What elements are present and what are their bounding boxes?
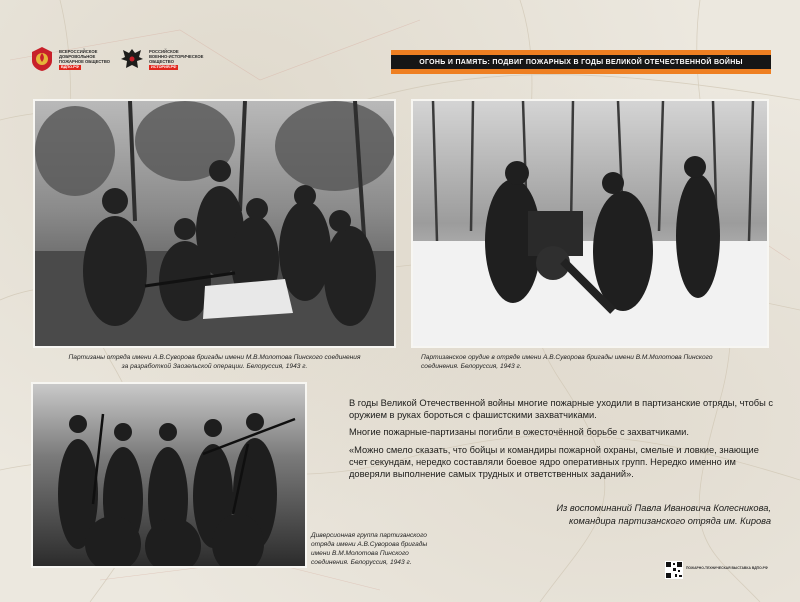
logo2-badge: ИСТОРИЯ.РФ bbox=[151, 64, 177, 69]
quote-source-line2: командира партизанского отряда им. Кирова bbox=[568, 516, 771, 526]
photo1-caption-line2: за разработкой Заозельской операции. Белоруссия, 1943 г. bbox=[121, 363, 308, 370]
logo1-line1: ВСЕРОССИЙСКОЕ bbox=[59, 48, 98, 54]
paragraph-fallen: Многие пожарные-партизаны погибли в ожесточённой борьбе с захватчиками. bbox=[349, 427, 689, 438]
photo-sabotage-group bbox=[31, 382, 307, 568]
photo3-caption-line3: имени В.М.Молотова Пинского bbox=[311, 550, 409, 557]
double-headed-eagle-icon bbox=[120, 46, 144, 72]
photo3-caption-line4: соединения. Белоруссия, 1943 г. bbox=[311, 559, 412, 566]
logo2-line1: РОССИЙСКОЕ bbox=[149, 48, 179, 54]
footer-label: ПОЖАРНО-ТЕХНИЧЕСКАЯ ВЫСТАВКА ВДПО.РФ bbox=[686, 566, 768, 570]
photo3-caption-line1: Диверсионная группа партизанского bbox=[311, 532, 427, 539]
photo-partisans-map bbox=[33, 99, 396, 348]
photo2-caption-line1: Партизанское орудие в отряде имени А.В.Суворова бригады имени В.М.Молотова Пинского bbox=[421, 354, 713, 361]
vdpo-logo bbox=[30, 46, 121, 72]
photo1-caption-line1: Партизаны отряда имени А.В.Суворова бригады имени М.В.Молотова Пинского соединения bbox=[68, 354, 361, 361]
photo3-caption bbox=[311, 531, 461, 567]
rvio-logo bbox=[120, 46, 211, 72]
photo2-caption bbox=[411, 353, 769, 371]
photo-partisan-gun bbox=[411, 99, 769, 348]
fire-society-emblem-icon bbox=[30, 46, 54, 72]
logo1-line3: ПОЖАРНОЕ ОБЩЕСТВО bbox=[59, 58, 111, 64]
photo3-caption-line2: отряда имени А.В.Суворова бригады bbox=[311, 541, 428, 548]
main-text bbox=[349, 397, 774, 485]
paragraph-partisans: В годы Великой Отечественной войны многие пожарные уходили в партизанские отряды, чтобы с оружием в руках бороться с фашистскими захватчиками. bbox=[349, 398, 774, 421]
title-bar bbox=[391, 50, 771, 74]
paragraph-quote: «Можно смело сказать, что бойцы и командиры пожарной охраны, смелые и ловкие, знающие счет секундам, нередко составляли боевое ядро оперативных групп. Нередко именно им доверяли выполнение самых трудных и ответственных заданий». bbox=[349, 444, 759, 480]
logo1-badge: ВДПО.РФ bbox=[61, 64, 79, 69]
quote-source bbox=[480, 502, 771, 528]
logo2-line3: ОБЩЕСТВО bbox=[149, 58, 174, 64]
quote-source-line1: Из воспоминаний Павла Ивановича Колесникова, bbox=[556, 503, 771, 513]
page-title: ОГОНЬ И ПАМЯТЬ: ПОДВИГ ПОЖАРНЫХ В ГОДЫ ВЕЛИКОЙ ОТЕЧЕСТВЕННОЙ ВОЙНЫ bbox=[391, 55, 771, 69]
qr-code-icon[interactable] bbox=[665, 561, 683, 579]
photo2-caption-line2: соединения. Белоруссия, 1943 г. bbox=[421, 363, 522, 370]
logo1-line2: ДОБРОВОЛЬНОЕ bbox=[59, 53, 96, 59]
photo1-caption bbox=[33, 353, 396, 371]
logo2-line2: ВОЕННО-ИСТОРИЧЕСКОЕ bbox=[149, 53, 204, 59]
